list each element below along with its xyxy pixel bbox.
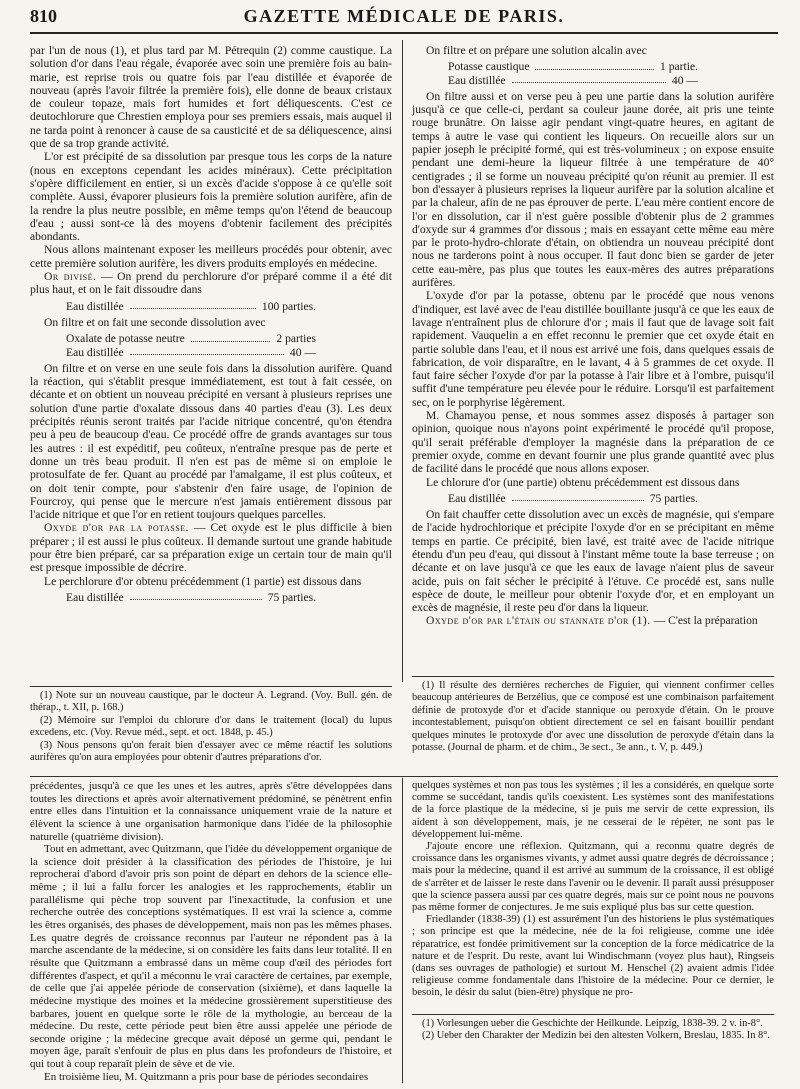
footnotes-left — [30, 690, 392, 764]
paragraph: quelques systèmes et non pas tous les systèmes ; il les a considérés, en quelque sorte comme se succédant, tandis qu'ils coexistent. Les systèmes sont des manifestations de la force plastique de la médecine, si je puis me servir de cette expression, ils aident à son développement, mais, je ne cesserai de le répéter, ne sont pas le développement lui-même. — [412, 780, 774, 840]
paragraph: On filtre aussi et on verse peu à peu une partie dans la solution aurifère jusqu'à ce que celle-ci, perdant sa couleur jaune dorée, ait pris une teinte rouge brunâtre. On laisse agir pendant vingt-quatre heures, en agitant de temps à autre le vase qui contient les liqueurs. On recueille alors sur un papier joseph le précipité formé, qui est très-volumineux ; on expose ensuite pendant une demi-heure la liqueur filtrée à une température de 40° centigrades ; il se forme un nouveau précipité qu'on réunit au premier. Il est bon d'essayer à plusieurs reprises la liqueur aurifère par la solution alcaline et par la chaleur, afin de ne pas éprouver de perte. L'eau mère contient encore de l'or en dissolution, car il n'est guère possible d'obtenir plus de 2 grammes d'oxyde sur 4 grammes d'or dissous ; mais en essayant cette même eau mère par le proto-hydro-chlorate d'étain, on obtiendra un nouveau précipité dont nous ne tarderons point à nous occuper. Il faut donc bien se garder de jeter cette eau-mère, pas plus que toutes les eaux-mères des autres préparations aurifères. — [412, 89, 774, 290]
section-paragraph: Or divisé. — On prend du perchlorure d'or préparé comme il a été dit plus haut, et on le fait dissoudre dans — [30, 270, 392, 297]
footnote: (1) Note sur un nouveau caustique, par le docteur A. Legrand. (Voy. Bull. gén. de thérap., t. XII, p. 168.) — [30, 690, 392, 714]
footnote: (1) Vorlesungen ueber die Geschichte der Heilkunde. Leipzig, 1838-39. 2 v. in-8°. — [422, 1018, 763, 1029]
section-heading: Oxyde d'or par l'étain ou stannate d'or (1). — [426, 614, 651, 628]
paragraph: par l'un de nous (1), et plus tard par M. Pétrequin (2) comme caustique. La solution d'or dans l'eau régale, évaporée avec soin une première fois au bain-marie, est reprise trois ou quatre fois par l'eau distillée et évaporée de nouveau (après l'avoir filtrée la première fois), elle donne de beaux cristaux de couleur topaze, mais fort humides et fort déliquescents. C'est ce deutochlorure que Chrestien employa pour ses premiers essais, mais auquel il ne tarda point à renoncer à cause de sa causticité et de sa déliquescence, ainsi que de sa trop grande activité. — [30, 44, 392, 151]
recipe-row: Eau distillée 75 parties. — [66, 590, 316, 604]
bottom-left-column — [30, 780, 392, 1083]
page-number: 810 — [30, 6, 57, 26]
footnotes-right — [412, 680, 774, 754]
bottom-right-column — [412, 780, 774, 1000]
paragraph: précédentes, jusqu'à ce que les unes et les autres, après s'être développées dans toutes les directions et après avoir alternativement prédominé, se pénètrent enfin entre elles dans l'intuition et la connaissance uniquement vraie de la nature et élèvent la science à une organisation harmonique dans l'idée de la philosophie naturelle (quatrième division). — [30, 780, 392, 843]
recipe-table — [448, 60, 738, 87]
recipe-row: Potasse caustique 1 partie. — [448, 60, 698, 74]
recipe-table — [448, 492, 738, 505]
paragraph: Friedlander (1838-39) (1) est assurément l'un des historiens le plus systématiques ; son principe est que la médecine, née de la foi religieuse, comme une idée réparatrice, est fondée primitivement sur la conception de la force médicatrice de la nature et de l'esprit. Du reste, avant lui Windischmann (voyez plus haut), Ringseis (dans ses ouvrages de pathologie) et surtout M. Henschel (2) avaient admis l'idée religieuse comme fondamentale dans l'histoire de la médecine. Pour ce dernier, le besoin, le désir du salut (bien-être) physique ne pro- — [412, 914, 774, 999]
footnote-rule — [412, 676, 774, 677]
paragraph: M. Chamayou pense, et nous sommes assez disposés à partager son opinion, quoique nous n'ayons point expérimenté le procédé qu'il propose, qu'il serait préférable d'employer la magnésie dans la préparation de ce premier oxyde, comme en devant fournir une plus grande quantité avec plus de facilité dans le procédé que nous allons exposer. — [412, 409, 774, 476]
recipe-table — [66, 332, 356, 359]
recipe-table — [66, 591, 356, 604]
left-column — [30, 44, 392, 607]
recipe-row: Eau distillée 40 — — [66, 345, 316, 359]
recipe-row: Eau distillée 100 parties. — [66, 299, 316, 313]
recipe-row: Eau distillée 40 — — [448, 73, 698, 87]
column-divider-top — [402, 40, 403, 682]
bottom-footnotes — [412, 1018, 774, 1043]
footnote: (2) Mémoire sur l'emploi du chlorure d'or dans le traitement (local) du lupus excedens, etc. (Voy. Revue méd., sept. et oct. 1848, p. 45.) — [30, 714, 392, 739]
paragraph: Nous allons maintenant exposer les meilleurs procédés pour obtenir, avec cette première solution aurifère, les divers produits employés en médecine. — [30, 243, 392, 270]
paragraph: J'ajoute encore une réflexion. Quitzmann, qui a reconnu quatre degrés de croissance dans les organismes vivants, y admet aussi quatre degrés de décroissance ; mais pour la médecine, quand il est arrivé au summum de la croissance, il est obligé de s'arrêter et de laisser le reste dans l'avenir ou le devenir. Il paraît aussi présupposer que la science passera aussi par ces quatre degrés, mais sur ce point nous ne pouvons pas même former de conjectures. Je me suis expliqué plus bas sur cette question. — [412, 841, 774, 914]
recipe-row: Oxalate de potasse neutre 2 parties — [66, 332, 316, 346]
footnote-rule — [412, 1014, 774, 1015]
paragraph: On filtre et on verse en une seule fois dans la dissolution aurifère. Quand la réaction, qui s'établit presque immédiatement, est tout à fait cessée, on décante et on obtient un nouveau précipité en versant à plusieurs reprises une solution d'une partie d'oxalate dissous dans 40 parties d'eau (3). Les deux précipités réunis seront traités par l'acide nitrique concentré, qu'on étendra peu à peu de beaucoup d'eau. Ce procédé offre de grands avantages sur tous les autres : il est expéditif, peu coûteux, n'entraîne presque pas de perte et donne un très beau produit. Il n'en est pas de même si on emploie le protosulfate de fer. Quant au procédé par l'amalgame, il est plus coûteux, et on doit tenir compte, pour s'abstenir d'en faire usage, de l'opinion de Fourcroy, qui pense que le mercure n'est jamais entièrement dissous par l'acide nitrique et que l'or en retient toujours quelques parcelles. — [30, 361, 392, 522]
footnote: (3) Nous pensons qu'on ferait bien d'essayer avec ce même réactif les solutions aurifères qu'on aura employées pour obtenir d'autres préparations d'or. — [30, 739, 392, 764]
recipe-table — [66, 300, 356, 313]
publication-title: GAZETTE MÉDICALE DE PARIS. — [243, 6, 565, 26]
footnote-rule — [30, 686, 392, 687]
paragraph: L'oxyde d'or par la potasse, obtenu par le procédé que nous venons d'indiquer, est lavé avec de l'eau distillée bouillante jusqu'à ce que les eaux de lavage n'entraînent plus de chlorure d'or ; mais il faut que de lavage soit fait rapidement. Vauquelin a en effet reconnu le premier que cet oxyde était en partie soluble dans l'eau, et il nous est arrivé une fois, dans quelques essais de fabrication, de voir disparaître, en le lavant, 4 à 5 grammes de cet oxyde. Il faut faire sécher l'oxyde d'or par la potasse à l'air libre et à l'ombre, puisqu'il suffit d'une température peu élevée pour le réduire. Lorsqu'il est parfaitement sec, on le porphyrise légèrement. — [412, 289, 774, 409]
section-separator — [30, 776, 778, 777]
paragraph: On filtre et on prépare une solution alcalin avec — [426, 44, 647, 57]
section-paragraph: Oxyde d'or par la potasse. — Cet oxyde est le plus difficile à bien préparer ; il est aussi le plus coûteux. Il demande surtout une grande habitude pour être bien préparé, car sa préparation exige un certain tour de main qu'il est presque impossible de décrire. — [30, 521, 392, 575]
paragraph: On fait chauffer cette dissolution avec un excès de magnésie, qui s'empare de l'acide hydrochlorique et précipite l'oxyde d'or en se précipitant en même temps en partie. Ce précipité, bien lavé, est traité avec de l'acide nitrique étendu d'un peu d'eau, qui dissout à l'instant même toute la base terreuse ; on décante et on lave jusqu'à ce que les eaux de lavage n'aient plus de saveur acide, puis on fait sécher le précipité à l'étuve. Ce procédé est, sans nulle espèce de doute, le meilleur pour obtenir l'oxyde d'or, et en employant un excès de magnésie, il reste peu d'or dans la liqueur. — [412, 508, 774, 615]
section-heading: Oxyde d'or par la potasse. — [44, 521, 189, 535]
paragraph: Le perchlorure d'or obtenu précédemment (1 partie) est dissous dans — [44, 574, 362, 588]
right-column — [412, 44, 774, 628]
section-heading: Or divisé. — [44, 270, 97, 284]
recipe-row: Eau distillée 75 parties. — [448, 491, 698, 505]
paragraph: L'or est précipité de sa dissolution par presque tous les corps de la nature (nous en exceptons cependant les acides minéraux). Cette précipitation s'opère difficilement en entier, si un excès d'acide s'oppose à ce qu'elle soit complète. Aussi, évaporer plusieurs fois la première solution aurifère, afin de la rendre la plus neutre possible, en même temps qu'on l'étend de beaucoup d'eau ; aussi sont-ce là des moyens d'obtenir facilement des précipités abondants. — [30, 150, 392, 244]
footnote: (1) Il résulte des dernières recherches de Figuier, qui viennent confirmer celles beaucoup antérieures de Berzélius, que ce composé est une combinaison parfaitement définie de protoxyde d'or et d'acide stannique ou peroxyde d'étain. On le prouve incontestablement, puisqu'on obtient directement ce sel en faisant bouillir pendant quelques minutes le protoxyde d'or avec une dissolution de peroxyde d'étain dans la potasse. (Journal de pharm. et de chim., 3e sect., 3e ann., t. V, p. 449.) — [412, 680, 774, 754]
paragraph: En troisième lieu, M. Quitzmann a pris pour base de périodes secondaires — [44, 1070, 369, 1083]
paragraph: Tout en admettant, avec Quitzmann, que l'idée du développement organique de la science doit présider à la classification des périodes de l'histoire, je lui reprocherai d'abord d'avoir pris son point de départ en dehors de la science elle-même ; il lui a fallu forcer les analogies et les rapprochements, établir un parallélisme qui pèche trop souvent par l'inexactitude, la confusion et une recherche outrée des conceptions systématiques. Il est vrai la science a, comme les êtres organisés, des phases de développement, mais non pas les mêmes phases. Les quatre degrés de croissance reconnus par l'auteur ne répondent pas à la marche ascendante de la médecine, si on considère les faits dans leur totalité. Il en résulte que Quitzmann a embrassé dans un même coup d'œil des périodes fort différentes d'aspect, et qu'il a méconnu le vrai caractère de certaines, par exemple, de celle que j'ai appelée période de conservation (sixième), et dans laquelle la médecine mystique des moines et la médecine grossièrement superstitieuse des barbares, jouent en quelque sorte le rôle de la mythologie, au berceau de la médecine. Du reste, cette période peut bien être aussi appelée une période de seconde origine ; la médecine grecque avait déposé un germe qui, pendant le moyen âge, paraît s'enfouir de plus en plus dans les profondeurs de l'histoire, et qui tout à coup reparaît plein de sève et de vie. — [30, 843, 392, 1071]
paragraph: On filtre et on fait une seconde dissolution avec — [44, 315, 266, 329]
section-paragraph: Oxyde d'or par l'étain ou stannate d'or (1). — C'est la préparation — [426, 614, 758, 628]
page-header — [30, 6, 778, 34]
paragraph: Le chlorure d'or (une partie) obtenu précédemment est dissous dans — [426, 475, 740, 489]
footnote: (2) Ueber den Charakter der Medizin bei den altesten Volkern, Breslau, 1835. In 8°. — [422, 1030, 770, 1042]
column-divider-bottom — [402, 778, 403, 1083]
